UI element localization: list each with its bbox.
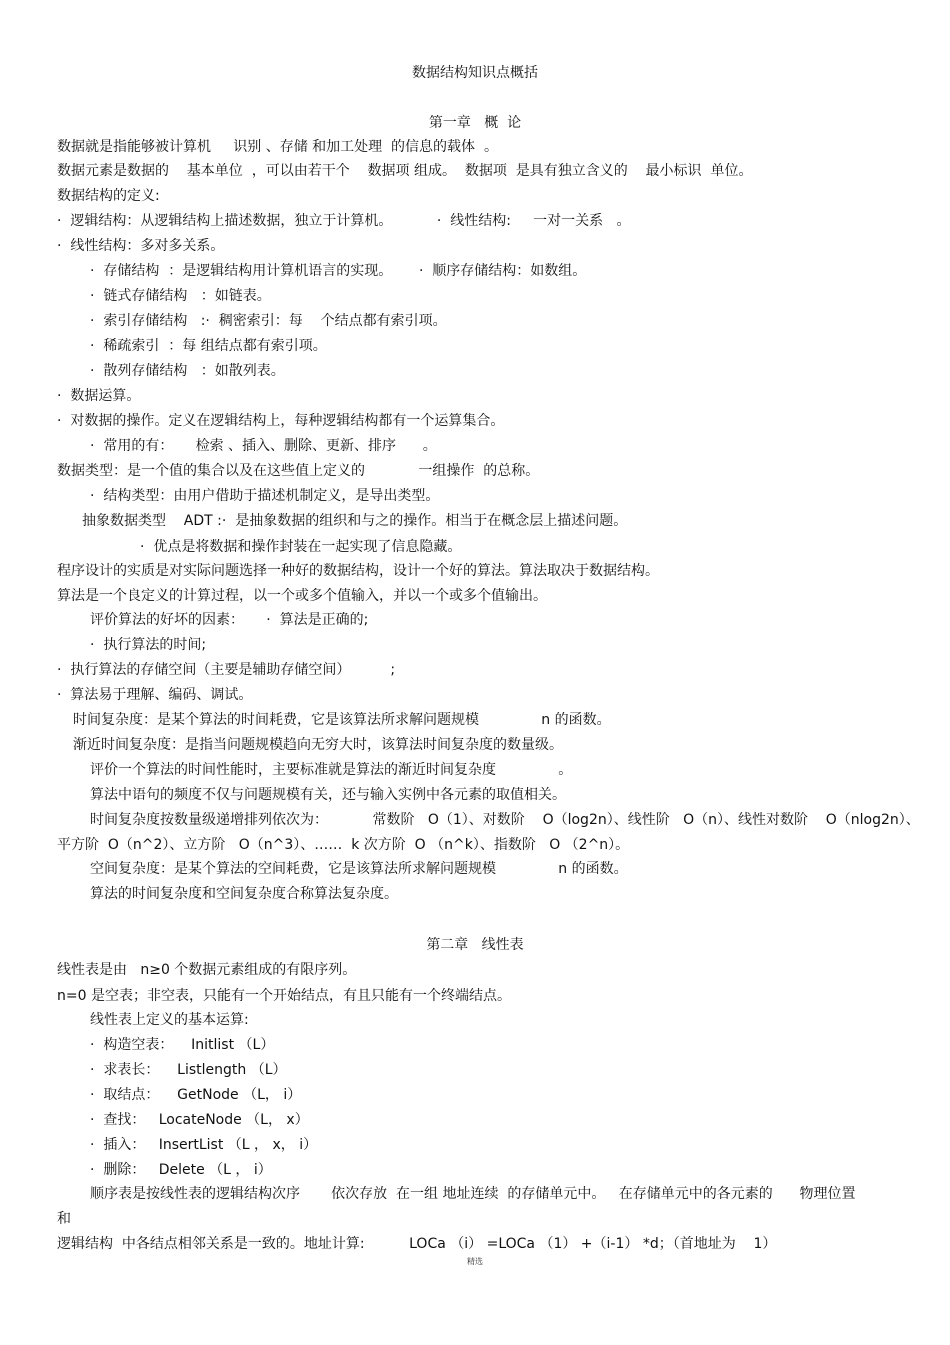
text-line: · 散列存储结构 ：如散列表。 [90, 363, 285, 379]
text-line: · 算法易于理解、编码、调试。 [57, 687, 253, 703]
text-line: · 执行算法的存储空间（主要是辅助存储空间） ; [57, 662, 396, 678]
text-line: 数据元素是数据的 基本单位 ，可以由若干个 数据项 组成。 数据项 是具有独立含义的 最小标识 单位。 [57, 163, 753, 179]
text-line: · 索引存储结构 :· 稠密索引：每 个结点都有索引项。 [90, 313, 447, 329]
chapter-2-heading: 第二章 线性表 [426, 937, 524, 953]
text-line: 算法中语句的频度不仅与问题规模有关，还与输入实例中各元素的取值相关。 [90, 787, 566, 803]
text-line: · 链式存储结构 ：如链表。 [90, 288, 271, 304]
text-line: 顺序表是按线性表的逻辑结构次序 依次存放 在一组 地址连续 的存储单元中。 在存储单元中的各元素的 物理位置 [90, 1186, 856, 1202]
text-line: · 存储结构 ：是逻辑结构用计算机语言的实现。 · 顺序存储结构：如数组。 [90, 263, 587, 279]
text-line: 算法是一个良定义的计算过程，以一个或多个值输入，并以一个或多个值输出。 [57, 588, 547, 604]
chapter-1-heading: 第一章 概 论 [428, 115, 522, 131]
document-title: 数据结构知识点概括 [412, 65, 538, 81]
text-line: · 常用的有： 检索 、插入、删除、更新、排序 。 [90, 438, 437, 454]
text-line: · 数据运算。 [57, 388, 141, 404]
text-line: · 优点是将数据和操作封装在一起实现了信息隐藏。 [140, 539, 462, 555]
text-line: 平方阶 O（n^2）、立方阶 O（n^3）、…… k 次方阶 O （n^k）、指数阶 O （2^n）。 [57, 837, 630, 853]
text-line: 程序设计的实质是对实际问题选择一种好的数据结构，设计一个好的算法。算法取决于数据结构。 [57, 563, 659, 579]
page-footer: 精选 [467, 1257, 483, 1266]
text-line: 算法的时间复杂度和空间复杂度合称算法复杂度。 [90, 886, 398, 902]
text-line: 数据类型：是一个值的集合以及在这些值上定义的 一组操作 的总称。 [57, 463, 540, 479]
text-line: 逻辑结构 中各结点相邻关系是一致的。地址计算: LOCa （i） =LOCa （1） +（i-1） *d；（首地址为 1） [57, 1236, 777, 1252]
text-line: · 查找： LocateNode （L， x） [90, 1112, 309, 1128]
text-line: · 稀疏索引 ：每 组结点都有索引项。 [90, 338, 327, 354]
text-line: 线性表是由 n≥0 个数据元素组成的有限序列。 [57, 962, 357, 978]
text-line: · 求表长： Listlength （L） [90, 1062, 287, 1078]
text-line: 数据就是指能够被计算机 识别 、存储 和加工处理 的信息的载体 。 [57, 139, 498, 155]
text-line: · 删除： Delete （L ， i） [90, 1162, 272, 1178]
text-line: · 执行算法的时间; [90, 637, 207, 653]
text-line: 渐近时间复杂度：是指当问题规模趋向无穷大时，该算法时间复杂度的数量级。 [73, 737, 563, 753]
text-line: 评价一个算法的时间性能时，主要标准就是算法的渐近时间复杂度 。 [90, 762, 573, 778]
text-line: 线性表上定义的基本运算: [90, 1012, 249, 1028]
text-line: 抽象数据类型 ADT :· 是抽象数据的组织和与之的操作。相当于在概念层上描述问题。 [82, 513, 628, 529]
text-line: · 取结点： GetNode （L， i） [90, 1087, 302, 1103]
text-line: 时间复杂度：是某个算法的时间耗费，它是该算法所求解问题规模 n 的函数。 [73, 712, 611, 728]
text-line: · 线性结构：多对多关系。 [57, 238, 225, 254]
text-line: 时间复杂度按数量级递增排列依次为： 常数阶 O（1）、对数阶 O（log2n）、线性阶 O（n）、线性对数阶 O（nlog2n）、 [90, 812, 920, 828]
text-line: · 结构类型：由用户借助于描述机制定义，是导出类型。 [90, 488, 440, 504]
text-line: 数据结构的定义: [57, 188, 160, 204]
text-line: · 构造空表： Initlist （L） [90, 1037, 275, 1053]
text-line: · 逻辑结构：从逻辑结构上描述数据，独立于计算机。 · 线性结构: 一对一关系 。 [57, 213, 631, 229]
text-line: 空间复杂度：是某个算法的空间耗费，它是该算法所求解问题规模 n 的函数。 [90, 861, 628, 877]
text-line: 评价算法的好坏的因素： · 算法是正确的; [90, 612, 369, 628]
text-line: n=0 是空表；非空表，只能有一个开始结点，有且只能有一个终端结点。 [57, 988, 511, 1004]
text-line: 和 [57, 1211, 71, 1227]
text-line: · 插入： InsertList （L ， x， i） [90, 1137, 318, 1153]
text-line: · 对数据的操作。定义在逻辑结构上，每种逻辑结构都有一个运算集合。 [57, 413, 505, 429]
